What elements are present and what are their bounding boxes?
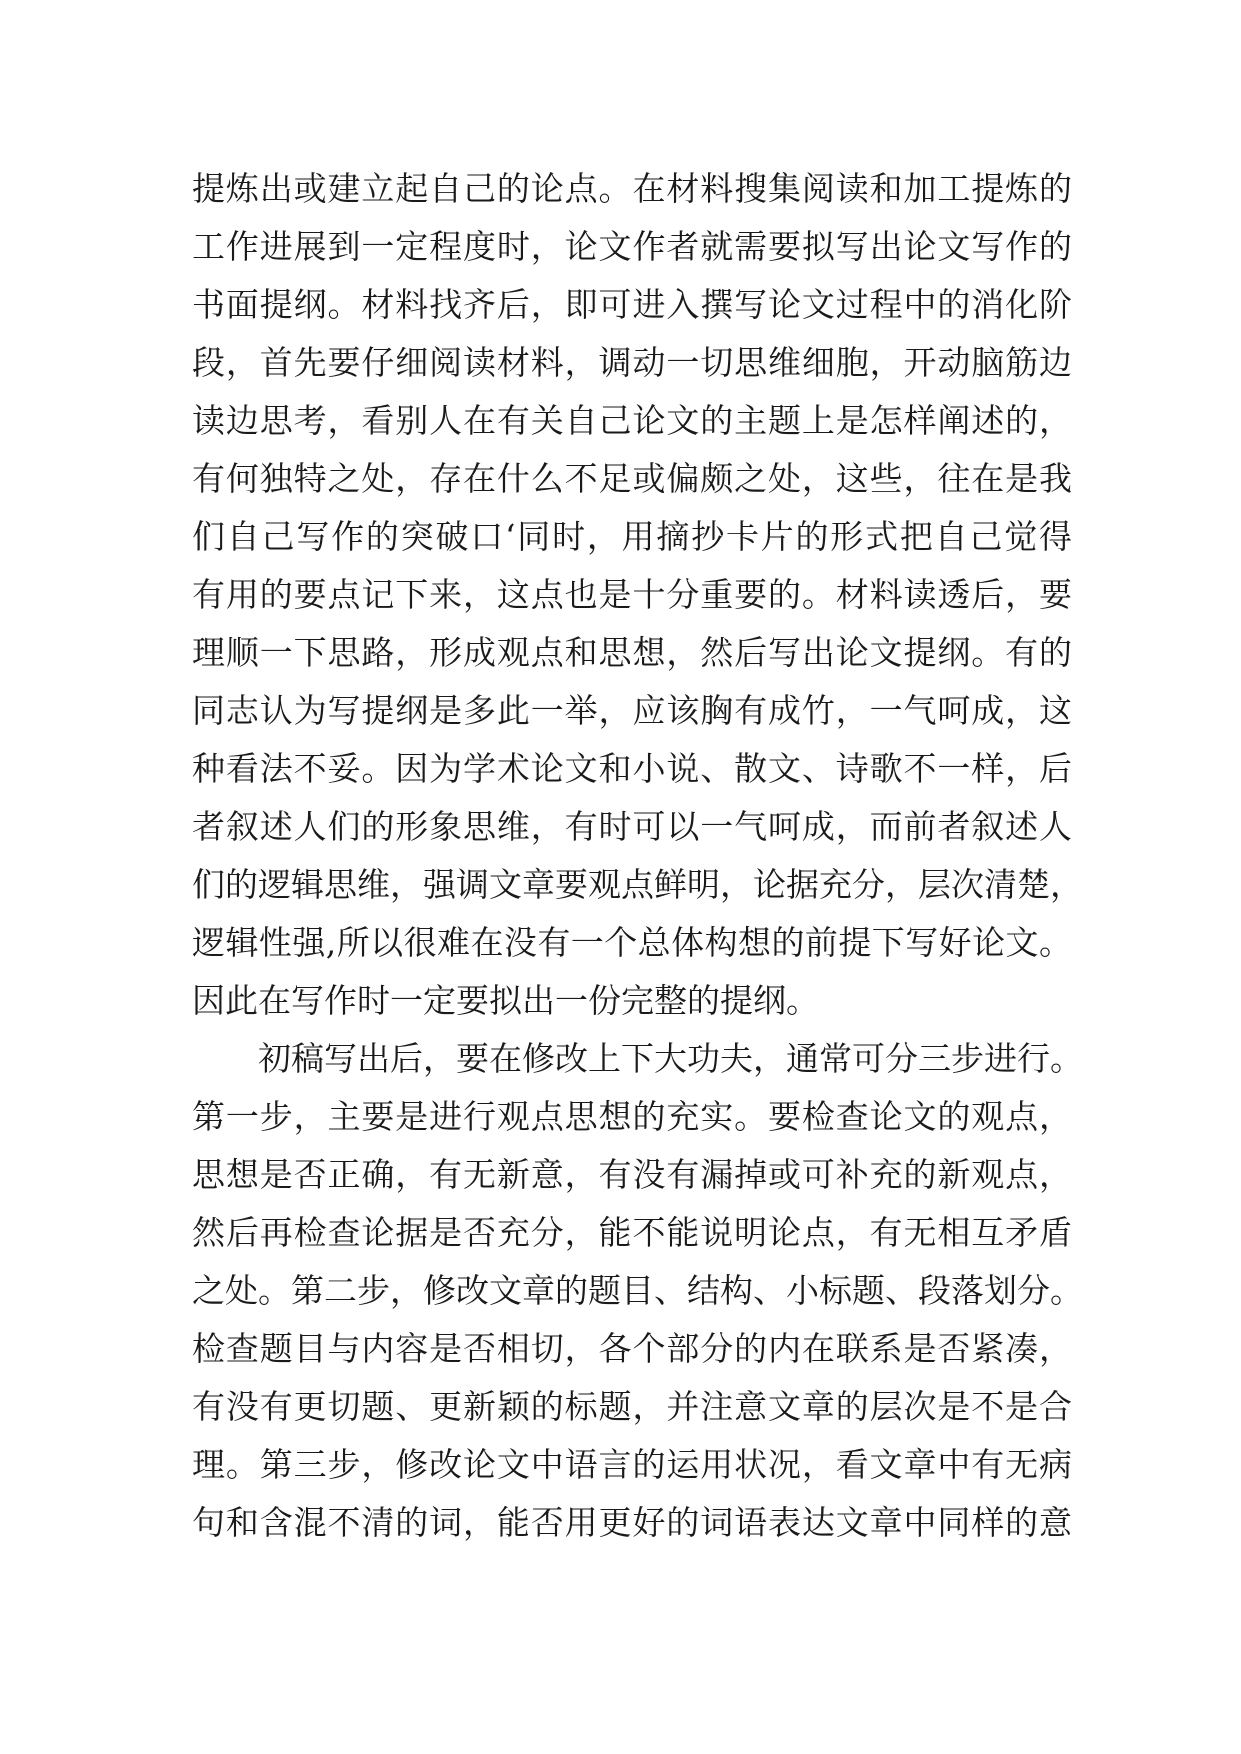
text-line: 提炼出或建立起自己的论点。在材料搜集阅读和加工提炼的 <box>192 169 1072 208</box>
text-line: 检查题目与内容是否相切，各个部分的内在联系是否紧凑， <box>192 1329 1072 1368</box>
text-line: 有何独特之处，存在什么不足或偏颇之处，这些，往在是我 <box>192 459 1072 498</box>
text-line: 然后再检查论据是否充分，能不能说明论点，有无相互矛盾 <box>192 1213 1072 1252</box>
text-line: 段，首先要仔细阅读材料，调动一切思维细胞，开动脑筋边 <box>192 343 1072 382</box>
text-line: 者叙述人们的形象思维，有时可以一气呵成，而前者叙述人 <box>192 807 1072 846</box>
text-line: 理。第三步，修改论文中语言的运用状况，看文章中有无病 <box>192 1445 1072 1484</box>
text-line: 们自己写作的突破口‘同时，用摘抄卡片的形式把自己觉得 <box>192 517 1072 556</box>
text-line: 第一步，主要是进行观点思想的充实。要检查论文的观点， <box>192 1097 1072 1136</box>
paragraph-2 <box>192 1030 1083 1552</box>
text-line: 理顺一下思路，形成观点和思想，然后写出论文提纲。有的 <box>192 633 1072 672</box>
text-line: 逻辑性强,所以很难在没有一个总体构想的前提下写好论文。 <box>192 923 1072 962</box>
text-line: 书面提纲。材料找齐后，即可进入撰写论文过程中的消化阶 <box>192 285 1072 324</box>
text-line: 有没有更切题、更新颖的标题，并注意文章的层次是不是合 <box>192 1387 1072 1426</box>
paragraph-1 <box>192 160 1083 1030</box>
text-line: 读边思考，看别人在有关自己论文的主题上是怎样阐述的， <box>192 401 1072 440</box>
text-line: 种看法不妥。因为学术论文和小说、散文、诗歌不一样，后 <box>192 749 1072 788</box>
text-line: 同志认为写提纲是多此一举，应该胸有成竹，一气呵成，这 <box>192 691 1072 730</box>
text-line: 工作进展到一定程度时，论文作者就需要拟写出论文写作的 <box>192 227 1072 266</box>
text-line: 思想是否正确，有无新意，有没有漏掉或可补充的新观点， <box>192 1155 1072 1194</box>
text-line: 因此在写作时一定要拟出一份完整的提纲。 <box>192 981 819 1020</box>
text-line: 句和含混不清的词，能否用更好的词语表达文章中同样的意 <box>192 1503 1072 1542</box>
text-line: 之处。第二步，修改文章的题目、结构、小标题、段落划分。 <box>192 1271 1083 1310</box>
text-line: 初稿写出后，要在修改上下大功夫，通常可分三步进行。 <box>258 1039 1083 1078</box>
body-text <box>192 160 1083 1552</box>
text-line: 有用的要点记下来，这点也是十分重要的。材料读透后，要 <box>192 575 1072 614</box>
text-line: 们的逻辑思维，强调文章要观点鲜明，论据充分，层次清楚， <box>192 865 1083 904</box>
